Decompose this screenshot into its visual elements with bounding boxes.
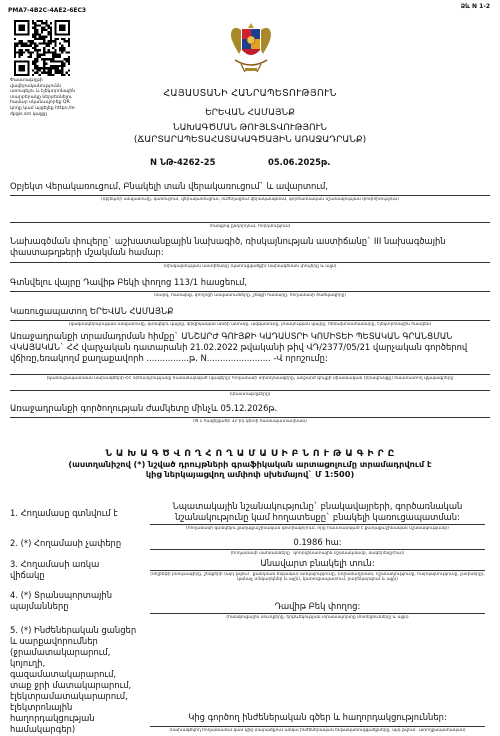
- document-code: PMA7-4B2C-4AE2-6EC3: [8, 7, 87, 14]
- customer-text: Կառուցապատող ԵՐԵՎԱՆ ՀԱՄԱՅՆՔ: [10, 306, 174, 316]
- basis-note-2: (փաստաթղթերը): [229, 392, 271, 397]
- row-3-note: (ռելիեֆի բնութագիրը, շենքերի (այդ թվում` քանդման ենթակա) առկայությունը, (տրամադրման, նշանակությունը, հարկայնությունը, չափսերը), կանաչ տնկարկներ և այլն), կառուցապատում, բարեկարգում և այլն): [150, 572, 485, 582]
- row-1-value: Նպատակային նշանակությունը` բնակավայրերի, գործառնական նշանակությունը կամ հողատեսքը` բնակելի կառուցապատման:: [172, 501, 463, 522]
- coat-of-arms-icon: [227, 20, 275, 76]
- row-2-note: (հողամասի սահմանները` կոորդինատային նշանակմամբ, մակերեսը(հա)): [230, 551, 405, 556]
- section-subtitle: (աստղանիշով (*) նշված դրույթների գրաֆիկական արտացոլումը տրամադրվում է կից ներկայացվող ամփոփ սխեմայով` Մ 1:500): [68, 459, 432, 479]
- design-stage-note: (ռիսկայնության աստիճանը (կառուցվածքի) նախագծման փուլերը և այլն): [163, 264, 337, 269]
- city-title: ԵՐԵՎԱՆ ՀԱՄԱՅՆՔ: [205, 108, 295, 118]
- row-4-value: Դավիթ Բեկ փողոց:: [274, 601, 361, 611]
- object-note: (օբյեկտի անվանումը, կառուցում, վերակառուցում, ուժեղացում վերականգնում, գործառնական նշանակության փոփոխություն): [101, 197, 399, 202]
- validity-text: Առաջադրանքի գործողության ժամկետը մինչև 05.12.2026թ.: [10, 403, 278, 413]
- row-1-label: 1. Հողամասը գտնվում է: [10, 508, 118, 518]
- object-note-2: (հանքով ընդորդում, հորդմություն): [209, 224, 291, 229]
- document-number: N ՆԹ-4262-25: [150, 157, 216, 167]
- basis-note: (կառուցապատման նախագծերի ՀՀ օրենսդրությանը համաձայնված (վավերը) հողամասի տիտղոսագիրը, անշարժ գույքի միասնական (իրավունքը) հաստատող վկայագրերը: [46, 376, 454, 381]
- location-text: Գտնվելու վայրը Դավիթ Բեկի փողոց 113/1 հասցեում,: [10, 277, 248, 287]
- row-2-label: 2. (*) Հողամասի չափերը: [10, 538, 122, 548]
- location-note: (մարզ, համայնք, փողոցի անվանումները, շենքի համարը, հողամասի ծածկագիրը): [153, 293, 347, 298]
- section-title: Ն Ա Խ Ա Գ Ծ Վ Ո Ղ Հ Ո Ղ Ա Մ Ա Ս Ի Բ Ն Ո Ւ Թ Ա Գ Ի Ր Ը: [105, 448, 395, 459]
- row-5-value: Կից գործող ինժեներական գծեր և հաղորդակցություններ:: [188, 712, 447, 722]
- row-4-label: 4. (*) Տրանսպորտային պայմանները: [10, 590, 113, 611]
- object-text: Օբյեկտ Վերակառուցում, Բնակելի տան վերակառուցում` և ավարտում,: [10, 181, 328, 191]
- document-date: 05.06.2025թ.: [268, 157, 331, 167]
- customer-note: (կազմակերպության անվանումը, գտնվելու վայրը, ֆիզիկական անձի անունը, ազգանունը, բնակության վայրը, հեռախոսահամարը, էլեկտրոնային հասցեն): [68, 322, 432, 327]
- document-type: ՆԱԽԱԳԾՄԱՆ ԹՈՒՅԼՏՎՈՒԹՅՈՒՆ: [173, 123, 327, 133]
- qr-code-icon[interactable]: [14, 20, 70, 76]
- validity-note: (N 1 հավելվածի 32-րդ կետի համապատասխան): [193, 419, 307, 424]
- row-5-note: (նախագծվող հողամասում կամ կից տարածքում առկա ինժեներական ենթակառուցվածքները, այդ թվում` առողջապահական): [169, 728, 466, 733]
- row-4-note: (հանգուցային մուտքերը, երթևեկության տրանսպորտը մոտեցումները և այլն): [226, 615, 409, 620]
- row-1-note: (հողամասի գտնվելու քաղաքաշինական գոտիավորում, որը հաստատված է քաղաքաշինական նշանակությամբ): [186, 526, 449, 531]
- row-5-label: 5. (*) Ինժեներական ցանցեր և սարքավորումներ (ջրամատակարարում, կոյուղի, գազամատակարարում, տաք ջրի մատակարարում, էլեկտրամատակարարում, էլեկտրոնային հաղորդակցության համակարգեր): [10, 625, 137, 734]
- country-title: ՀԱՅԱՍՏԱՆԻ ՀԱՆՐԱՊԵՏՈՒԹՅՈՒՆ: [163, 88, 337, 99]
- qr-caption: Փաստաթղթի վավերականությունն ստուգելու և էլեկտրոնային տարբերակը ներբեռնելու համար սկանավորեք QR կոդը կամ այցելեք https://e-dpgis.am կայքը: [10, 78, 77, 117]
- document-subtype: (ՃԱՐՏԱՐԱՊԵՏԱՀԱՏԱԿԱԳԾԱՅԻՆ ԱՌԱՋԱԴՐԱՆՔ): [133, 135, 367, 145]
- form-number: Ձև N 1-2: [460, 3, 490, 10]
- row-3-label: 3. Հողամասի առկա վիճակը: [10, 559, 100, 580]
- row-2-value: 0.1986 հա:: [293, 537, 342, 547]
- design-stage-text: Նախագծման փուլերը` աշխատանքային նախագիծ, ռիսկայնության աստիճանը` III նախագծային փաստաթղթերի մշակման համար:: [10, 236, 446, 257]
- basis-text: Առաջադրանքի տրամադրման հիմքը` ԱՆՇԱՐԺ ԳՈՒՅՔԻ ԿԱԴԱՍՏՐԻ ԿՈՄԻՏԵԻ ՊԵՏԱԿԱՆ ԳՐԱՆՑՄԱՆ ՎԿԱՅԱԿԱՆ` ՀՀ վարչական դատարանի 21.02.2022 թվականի թիվ ՎԴ/2377/05/21 վարչական գործերով վճիռը,եռակողմ քաղաքավորհ ................թ. N........................ -Վ որոշումը:: [10, 331, 468, 363]
- row-3-value: Անավարտ բնակելի տուն:: [260, 558, 375, 568]
